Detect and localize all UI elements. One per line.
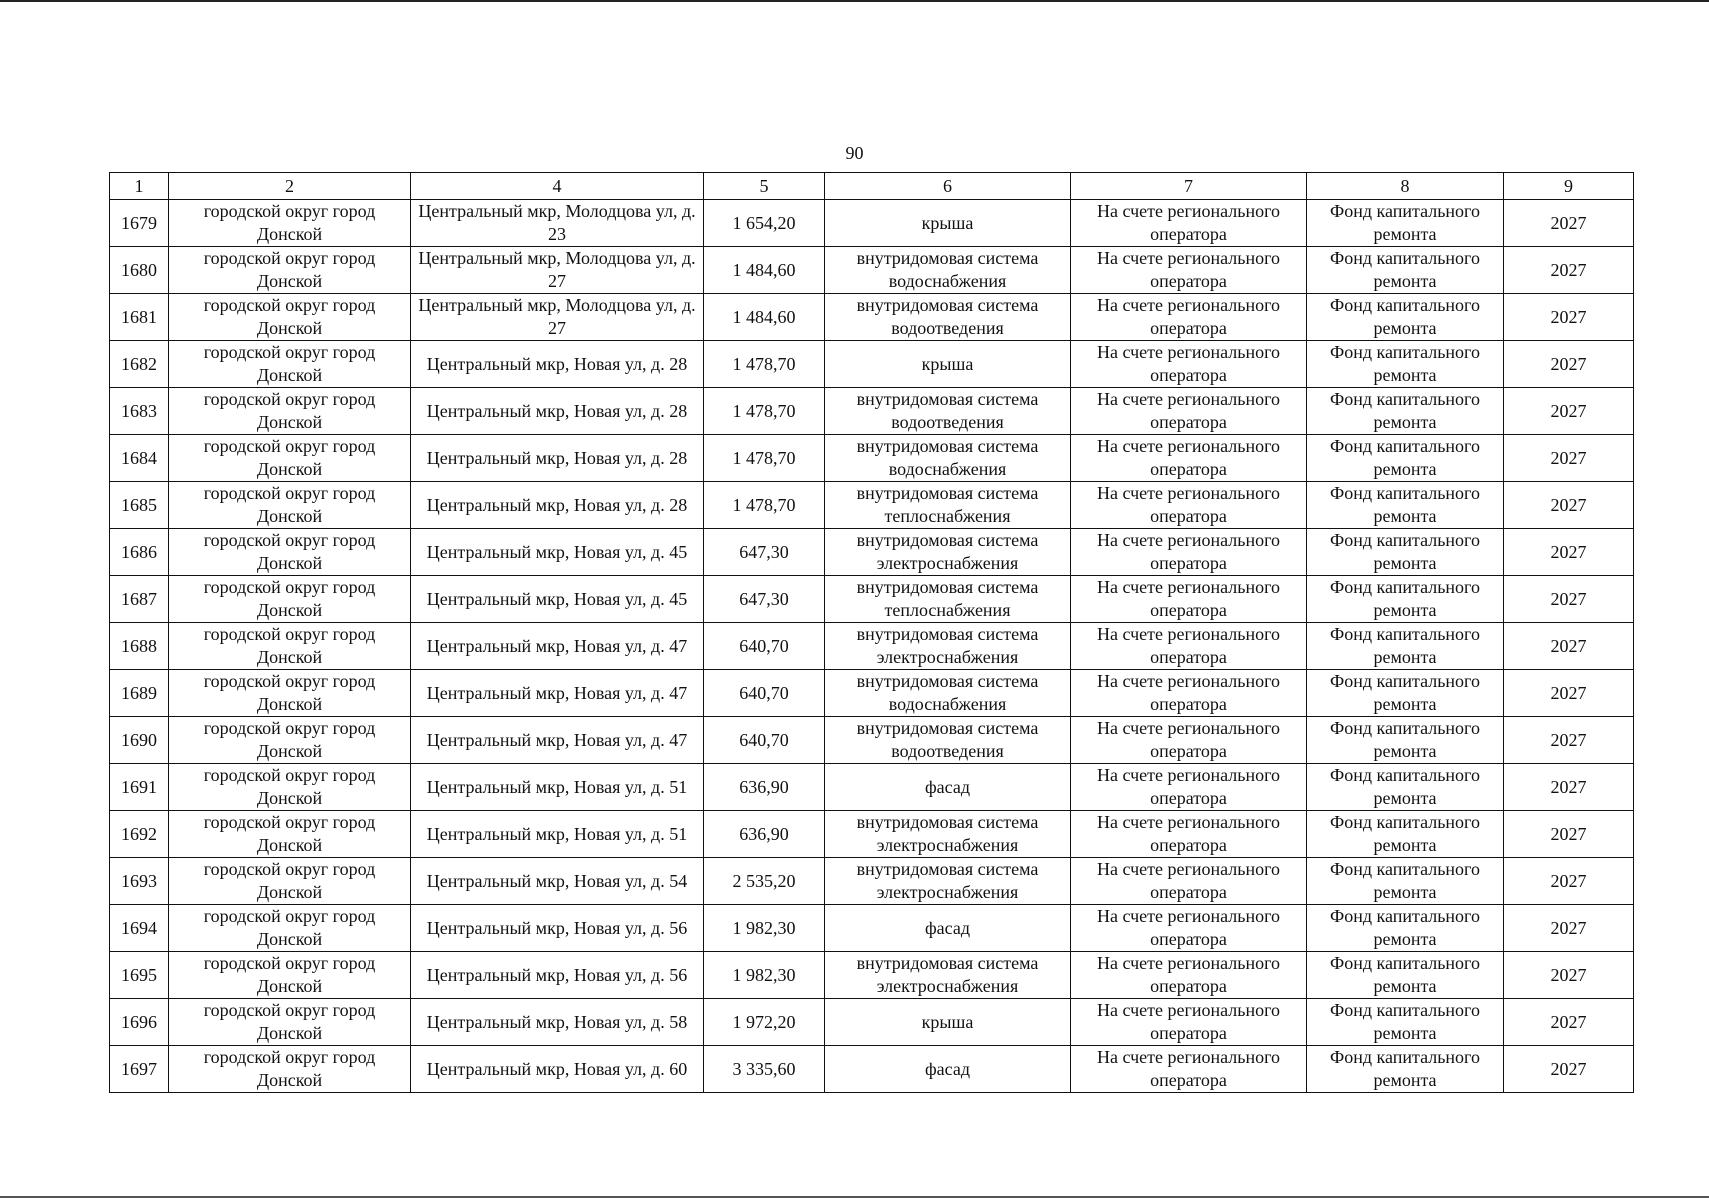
area-cell: 647,30 xyxy=(704,529,825,576)
account-cell: На счете регионального оператора xyxy=(1071,341,1307,388)
row-number-cell: 1691 xyxy=(110,764,169,811)
area-cell: 640,70 xyxy=(704,717,825,764)
year-cell: 2027 xyxy=(1504,341,1634,388)
row-number-cell: 1682 xyxy=(110,341,169,388)
table-row xyxy=(110,1046,1634,1093)
district-cell: городской округ город Донской xyxy=(169,482,411,529)
table-row xyxy=(110,200,1634,247)
area-cell: 1 982,30 xyxy=(704,905,825,952)
work-type-cell: крыша xyxy=(825,341,1071,388)
funding-source-cell: Фонд капитального ремонта xyxy=(1307,482,1504,529)
year-cell: 2027 xyxy=(1504,623,1634,670)
account-cell: На счете регионального оператора xyxy=(1071,247,1307,294)
work-type-cell: внутридомовая система водоотведения xyxy=(825,294,1071,341)
funding-source-cell: Фонд капитального ремонта xyxy=(1307,905,1504,952)
row-number-cell: 1692 xyxy=(110,811,169,858)
area-cell: 640,70 xyxy=(704,623,825,670)
scan-bottom-edge xyxy=(0,1196,1709,1198)
funding-source-cell: Фонд капитального ремонта xyxy=(1307,811,1504,858)
work-type-cell: внутридомовая система электроснабжения xyxy=(825,952,1071,999)
area-cell: 647,30 xyxy=(704,576,825,623)
table-row xyxy=(110,576,1634,623)
column-number: 6 xyxy=(825,173,1071,200)
district-cell: городской округ город Донской xyxy=(169,905,411,952)
table-row xyxy=(110,247,1634,294)
row-number-cell: 1686 xyxy=(110,529,169,576)
work-type-cell: внутридомовая система электроснабжения xyxy=(825,811,1071,858)
table-row xyxy=(110,717,1634,764)
work-type-cell: внутридомовая система водоснабжения xyxy=(825,247,1071,294)
address-cell: Центральный мкр, Новая ул, д. 60 xyxy=(411,1046,704,1093)
work-type-cell: фасад xyxy=(825,905,1071,952)
column-number: 2 xyxy=(169,173,411,200)
row-number-cell: 1687 xyxy=(110,576,169,623)
funding-source-cell: Фонд капитального ремонта xyxy=(1307,952,1504,999)
address-cell: Центральный мкр, Новая ул, д. 28 xyxy=(411,388,704,435)
row-number-cell: 1693 xyxy=(110,858,169,905)
account-cell: На счете регионального оператора xyxy=(1071,717,1307,764)
funding-source-cell: Фонд капитального ремонта xyxy=(1307,435,1504,482)
table-row xyxy=(110,999,1634,1046)
address-cell: Центральный мкр, Новая ул, д. 47 xyxy=(411,717,704,764)
table-row xyxy=(110,905,1634,952)
area-cell: 1 478,70 xyxy=(704,435,825,482)
district-cell: городской округ город Донской xyxy=(169,294,411,341)
account-cell: На счете регионального оператора xyxy=(1071,1046,1307,1093)
address-cell: Центральный мкр, Новая ул, д. 45 xyxy=(411,529,704,576)
column-number: 4 xyxy=(411,173,704,200)
work-type-cell: внутридомовая система водоотведения xyxy=(825,717,1071,764)
table-row xyxy=(110,294,1634,341)
funding-source-cell: Фонд капитального ремонта xyxy=(1307,717,1504,764)
work-type-cell: внутридомовая система теплоснабжения xyxy=(825,482,1071,529)
row-number-cell: 1697 xyxy=(110,1046,169,1093)
address-cell: Центральный мкр, Молодцова ул, д. 23 xyxy=(411,200,704,247)
table-body xyxy=(110,173,1634,1093)
scan-top-edge xyxy=(0,0,1709,2)
work-type-cell: крыша xyxy=(825,999,1071,1046)
row-number-cell: 1695 xyxy=(110,952,169,999)
year-cell: 2027 xyxy=(1504,247,1634,294)
work-type-cell: внутридомовая система электроснабжения xyxy=(825,529,1071,576)
district-cell: городской округ город Донской xyxy=(169,670,411,717)
year-cell: 2027 xyxy=(1504,999,1634,1046)
address-cell: Центральный мкр, Молодцова ул, д. 27 xyxy=(411,294,704,341)
address-cell: Центральный мкр, Новая ул, д. 51 xyxy=(411,811,704,858)
area-cell: 636,90 xyxy=(704,811,825,858)
work-type-cell: внутридомовая система электроснабжения xyxy=(825,623,1071,670)
work-type-cell: фасад xyxy=(825,764,1071,811)
district-cell: городской округ город Донской xyxy=(169,435,411,482)
area-cell: 3 335,60 xyxy=(704,1046,825,1093)
area-cell: 1 484,60 xyxy=(704,247,825,294)
year-cell: 2027 xyxy=(1504,858,1634,905)
row-number-cell: 1696 xyxy=(110,999,169,1046)
area-cell: 1 478,70 xyxy=(704,341,825,388)
account-cell: На счете регионального оператора xyxy=(1071,529,1307,576)
account-cell: На счете регионального оператора xyxy=(1071,811,1307,858)
area-cell: 1 478,70 xyxy=(704,482,825,529)
year-cell: 2027 xyxy=(1504,717,1634,764)
district-cell: городской округ город Донской xyxy=(169,623,411,670)
account-cell: На счете регионального оператора xyxy=(1071,905,1307,952)
address-cell: Центральный мкр, Новая ул, д. 54 xyxy=(411,858,704,905)
column-number: 8 xyxy=(1307,173,1504,200)
account-cell: На счете регионального оператора xyxy=(1071,294,1307,341)
district-cell: городской округ город Донской xyxy=(169,247,411,294)
address-cell: Центральный мкр, Новая ул, д. 47 xyxy=(411,623,704,670)
district-cell: городской округ город Донской xyxy=(169,1046,411,1093)
area-cell: 1 982,30 xyxy=(704,952,825,999)
year-cell: 2027 xyxy=(1504,905,1634,952)
district-cell: городской округ город Донской xyxy=(169,529,411,576)
area-cell: 1 478,70 xyxy=(704,388,825,435)
funding-source-cell: Фонд капитального ремонта xyxy=(1307,670,1504,717)
account-cell: На счете регионального оператора xyxy=(1071,858,1307,905)
funding-source-cell: Фонд капитального ремонта xyxy=(1307,294,1504,341)
table-row xyxy=(110,952,1634,999)
year-cell: 2027 xyxy=(1504,764,1634,811)
address-cell: Центральный мкр, Молодцова ул, д. 27 xyxy=(411,247,704,294)
repair-schedule-table xyxy=(109,172,1634,1093)
address-cell: Центральный мкр, Новая ул, д. 56 xyxy=(411,905,704,952)
column-number: 1 xyxy=(110,173,169,200)
account-cell: На счете регионального оператора xyxy=(1071,200,1307,247)
funding-source-cell: Фонд капитального ремонта xyxy=(1307,576,1504,623)
year-cell: 2027 xyxy=(1504,200,1634,247)
column-number: 5 xyxy=(704,173,825,200)
year-cell: 2027 xyxy=(1504,294,1634,341)
work-type-cell: внутридомовая система водоснабжения xyxy=(825,670,1071,717)
row-number-cell: 1689 xyxy=(110,670,169,717)
work-type-cell: внутридомовая система теплоснабжения xyxy=(825,576,1071,623)
row-number-cell: 1688 xyxy=(110,623,169,670)
year-cell: 2027 xyxy=(1504,670,1634,717)
table-row xyxy=(110,764,1634,811)
row-number-cell: 1694 xyxy=(110,905,169,952)
funding-source-cell: Фонд капитального ремонта xyxy=(1307,247,1504,294)
district-cell: городской округ город Донской xyxy=(169,717,411,764)
work-type-cell: внутридомовая система водоснабжения xyxy=(825,435,1071,482)
year-cell: 2027 xyxy=(1504,576,1634,623)
table-row xyxy=(110,388,1634,435)
page-number: 90 xyxy=(845,143,864,163)
area-cell: 1 484,60 xyxy=(704,294,825,341)
row-number-cell: 1680 xyxy=(110,247,169,294)
column-number: 9 xyxy=(1504,173,1634,200)
district-cell: городской округ город Донской xyxy=(169,341,411,388)
funding-source-cell: Фонд капитального ремонта xyxy=(1307,999,1504,1046)
funding-source-cell: Фонд капитального ремонта xyxy=(1307,341,1504,388)
area-cell: 636,90 xyxy=(704,764,825,811)
table-row xyxy=(110,482,1634,529)
account-cell: На счете регионального оператора xyxy=(1071,670,1307,717)
district-cell: городской округ город Донской xyxy=(169,811,411,858)
district-cell: городской округ город Донской xyxy=(169,200,411,247)
year-cell: 2027 xyxy=(1504,811,1634,858)
funding-source-cell: Фонд капитального ремонта xyxy=(1307,529,1504,576)
work-type-cell: крыша xyxy=(825,200,1071,247)
row-number-cell: 1679 xyxy=(110,200,169,247)
row-number-cell: 1681 xyxy=(110,294,169,341)
area-cell: 1 654,20 xyxy=(704,200,825,247)
district-cell: городской округ город Донской xyxy=(169,858,411,905)
area-cell: 640,70 xyxy=(704,670,825,717)
table-row xyxy=(110,811,1634,858)
table-row xyxy=(110,435,1634,482)
account-cell: На счете регионального оператора xyxy=(1071,435,1307,482)
work-type-cell: внутридомовая система электроснабжения xyxy=(825,858,1071,905)
table-row xyxy=(110,341,1634,388)
address-cell: Центральный мкр, Новая ул, д. 28 xyxy=(411,482,704,529)
funding-source-cell: Фонд капитального ремонта xyxy=(1307,764,1504,811)
address-cell: Центральный мкр, Новая ул, д. 58 xyxy=(411,999,704,1046)
district-cell: городской округ город Донской xyxy=(169,764,411,811)
table-row xyxy=(110,623,1634,670)
address-cell: Центральный мкр, Новая ул, д. 28 xyxy=(411,341,704,388)
district-cell: городской округ город Донской xyxy=(169,999,411,1046)
funding-source-cell: Фонд капитального ремонта xyxy=(1307,623,1504,670)
year-cell: 2027 xyxy=(1504,1046,1634,1093)
account-cell: На счете регионального оператора xyxy=(1071,388,1307,435)
year-cell: 2027 xyxy=(1504,482,1634,529)
funding-source-cell: Фонд капитального ремонта xyxy=(1307,858,1504,905)
table-row xyxy=(110,858,1634,905)
row-number-cell: 1685 xyxy=(110,482,169,529)
year-cell: 2027 xyxy=(1504,529,1634,576)
address-cell: Центральный мкр, Новая ул, д. 56 xyxy=(411,952,704,999)
account-cell: На счете регионального оператора xyxy=(1071,952,1307,999)
address-cell: Центральный мкр, Новая ул, д. 28 xyxy=(411,435,704,482)
address-cell: Центральный мкр, Новая ул, д. 45 xyxy=(411,576,704,623)
funding-source-cell: Фонд капитального ремонта xyxy=(1307,1046,1504,1093)
row-number-cell: 1683 xyxy=(110,388,169,435)
address-cell: Центральный мкр, Новая ул, д. 47 xyxy=(411,670,704,717)
address-cell: Центральный мкр, Новая ул, д. 51 xyxy=(411,764,704,811)
district-cell: городской округ город Донской xyxy=(169,952,411,999)
row-number-cell: 1690 xyxy=(110,717,169,764)
row-number-cell: 1684 xyxy=(110,435,169,482)
column-number-row xyxy=(110,173,1634,200)
account-cell: На счете регионального оператора xyxy=(1071,764,1307,811)
year-cell: 2027 xyxy=(1504,435,1634,482)
work-type-cell: фасад xyxy=(825,1046,1071,1093)
area-cell: 1 972,20 xyxy=(704,999,825,1046)
account-cell: На счете регионального оператора xyxy=(1071,623,1307,670)
funding-source-cell: Фонд капитального ремонта xyxy=(1307,200,1504,247)
year-cell: 2027 xyxy=(1504,952,1634,999)
account-cell: На счете регионального оператора xyxy=(1071,999,1307,1046)
work-type-cell: внутридомовая система водоотведения xyxy=(825,388,1071,435)
account-cell: На счете регионального оператора xyxy=(1071,576,1307,623)
table-row xyxy=(110,670,1634,717)
district-cell: городской округ город Донской xyxy=(169,576,411,623)
table-row xyxy=(110,529,1634,576)
column-number: 7 xyxy=(1071,173,1307,200)
year-cell: 2027 xyxy=(1504,388,1634,435)
area-cell: 2 535,20 xyxy=(704,858,825,905)
account-cell: На счете регионального оператора xyxy=(1071,482,1307,529)
district-cell: городской округ город Донской xyxy=(169,388,411,435)
funding-source-cell: Фонд капитального ремонта xyxy=(1307,388,1504,435)
